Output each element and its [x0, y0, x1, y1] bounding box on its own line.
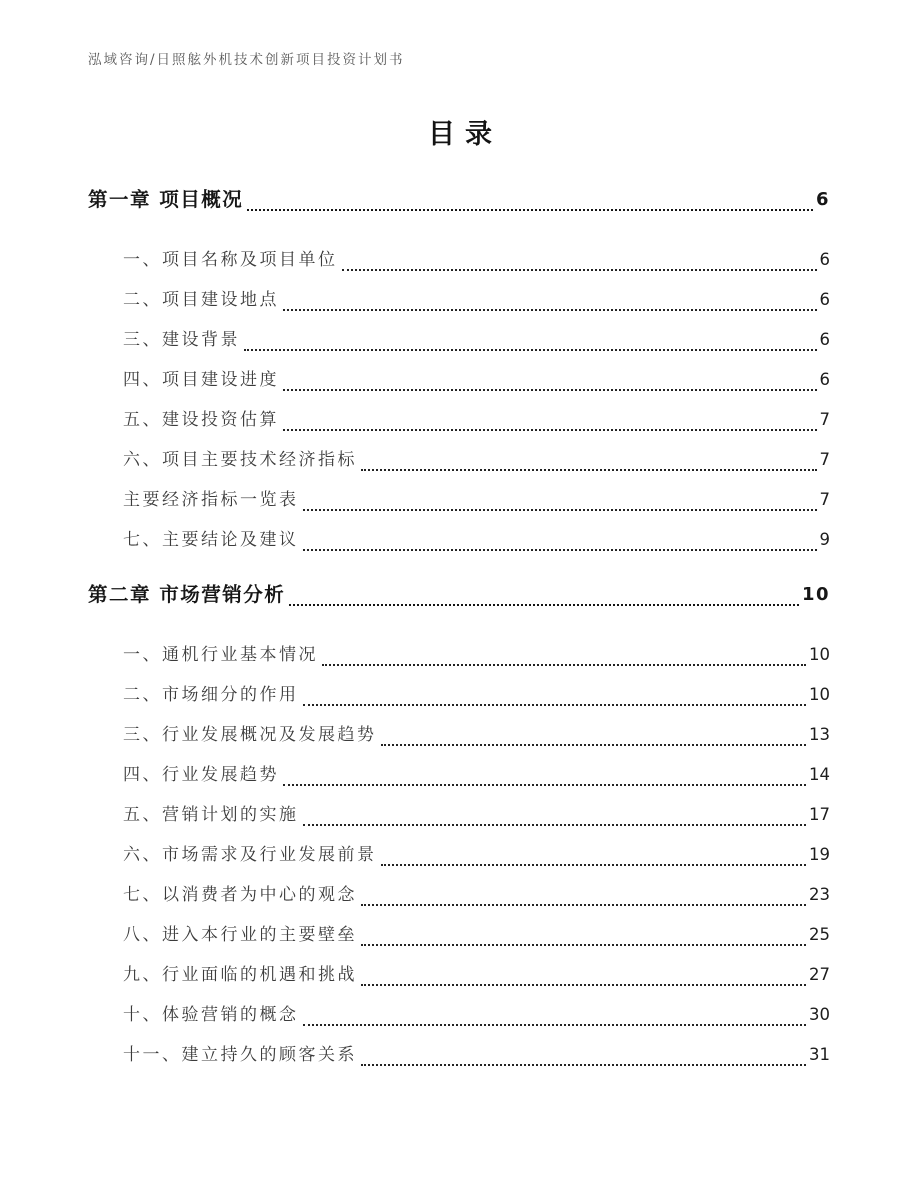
toc-item-label: 十、体验营销的概念: [123, 1005, 299, 1025]
page-title: 目录: [428, 119, 502, 150]
dotted-leader: [381, 715, 807, 746]
toc-chapter-label: 第一章 项目概况: [88, 188, 244, 211]
toc-page-number: 10: [809, 645, 830, 664]
toc-item-row[interactable]: [123, 715, 830, 755]
toc-item-label: 九、行业面临的机遇和挑战: [123, 965, 357, 985]
toc-page-number: 6: [819, 290, 830, 309]
toc-item-label: 四、行业发展趋势: [123, 765, 279, 785]
toc-item-label: 七、以消费者为中心的观念: [123, 885, 357, 905]
dotted-leader: [283, 755, 806, 786]
toc-page-number: 6: [819, 330, 830, 349]
toc-page-number: 9: [819, 530, 830, 549]
dotted-leader: [361, 915, 806, 946]
toc-item-label: 十一、建立持久的顾客关系: [123, 1045, 357, 1065]
toc-page-number: 10: [809, 685, 830, 704]
toc-item-label: 七、主要结论及建议: [123, 530, 299, 550]
toc-chapter-row-1[interactable]: [88, 180, 830, 220]
toc-page-number: 14: [809, 765, 830, 784]
toc-item-label: 三、行业发展概况及发展趋势: [123, 725, 377, 745]
dotted-leader: [381, 835, 807, 866]
toc-item-label: 一、通机行业基本情况: [123, 645, 318, 665]
toc-item-label: 五、营销计划的实施: [123, 805, 299, 825]
toc-page-number: 7: [819, 490, 830, 509]
dotted-leader: [303, 480, 817, 511]
toc-page-number: 19: [809, 845, 830, 864]
toc-item-row[interactable]: [123, 240, 830, 280]
toc-item-label: 四、项目建设进度: [123, 370, 279, 390]
toc-item-row[interactable]: [123, 360, 830, 400]
toc-item-row[interactable]: [123, 280, 830, 320]
dotted-leader: [322, 635, 806, 666]
table-of-contents: [88, 180, 830, 1075]
toc-chapter-row-2[interactable]: [88, 575, 830, 615]
toc-item-label: 六、市场需求及行业发展前景: [123, 845, 377, 865]
toc-item-label: 二、项目建设地点: [123, 290, 279, 310]
toc-page-number: 7: [819, 410, 830, 429]
toc-page-number: 6: [819, 370, 830, 389]
toc-item-row[interactable]: [123, 635, 830, 675]
dotted-leader: [361, 440, 817, 471]
toc-item-row[interactable]: [123, 400, 830, 440]
toc-item-row[interactable]: [123, 995, 830, 1035]
toc-item-row[interactable]: [123, 1035, 830, 1075]
toc-page-number: 10: [801, 584, 830, 605]
dotted-leader: [303, 795, 807, 826]
dotted-leader: [361, 955, 806, 986]
toc-page-number: 27: [809, 965, 830, 984]
dotted-leader: [244, 320, 817, 351]
toc-item-label: 一、项目名称及项目单位: [123, 250, 338, 270]
dotted-leader: [283, 360, 817, 391]
toc-item-label: 二、市场细分的作用: [123, 685, 299, 705]
toc-page-number: 31: [809, 1045, 830, 1064]
toc-item-label: 五、建设投资估算: [123, 410, 279, 430]
dotted-leader: [303, 520, 817, 551]
toc-item-label: 三、建设背景: [123, 330, 240, 350]
toc-page-number: 6: [819, 250, 830, 269]
dotted-leader: [283, 280, 817, 311]
toc-item-row[interactable]: [123, 875, 830, 915]
dotted-leader: [283, 400, 817, 431]
dotted-leader: [303, 675, 807, 706]
toc-page-number: 25: [809, 925, 830, 944]
toc-page-number: 23: [809, 885, 830, 904]
dotted-leader: [342, 240, 817, 271]
toc-page-number: 13: [809, 725, 830, 744]
toc-item-row[interactable]: [123, 320, 830, 360]
dotted-leader: [361, 875, 806, 906]
dotted-leader: [247, 180, 813, 211]
toc-page-number: 30: [809, 1005, 830, 1024]
toc-item-row[interactable]: [123, 480, 830, 520]
dotted-leader: [361, 1035, 806, 1066]
toc-page-number: 7: [819, 450, 830, 469]
toc-item-row[interactable]: [123, 520, 830, 560]
toc-item-row[interactable]: [123, 440, 830, 480]
toc-item-label: 八、进入本行业的主要壁垒: [123, 925, 357, 945]
toc-item-label: 主要经济指标一览表: [123, 490, 299, 510]
toc-item-row[interactable]: [123, 755, 830, 795]
toc-page-number: 17: [809, 805, 830, 824]
toc-item-row[interactable]: [123, 835, 830, 875]
toc-item-row[interactable]: [123, 675, 830, 715]
toc-item-row[interactable]: [123, 955, 830, 995]
toc-chapter-label: 第二章 市场营销分析: [88, 583, 286, 606]
dotted-leader: [303, 995, 807, 1026]
dotted-leader: [289, 575, 799, 606]
toc-item-label: 六、项目主要技术经济指标: [123, 450, 357, 470]
toc-item-row[interactable]: [123, 915, 830, 955]
toc-page-number: 6: [815, 189, 830, 210]
toc-item-row[interactable]: [123, 795, 830, 835]
document-header: 泓域咨询/日照舷外机技术创新项目投资计划书: [88, 52, 405, 68]
